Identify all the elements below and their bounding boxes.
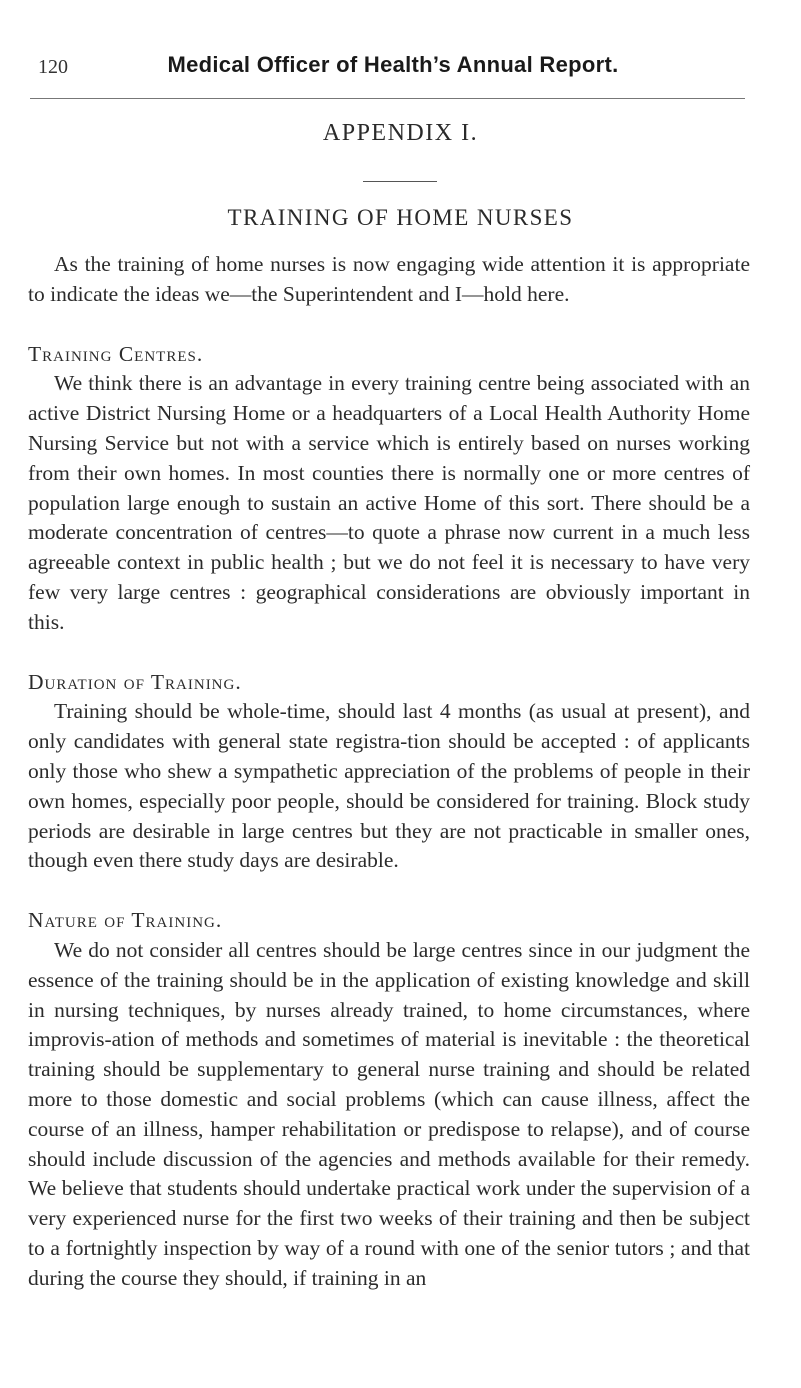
paragraph-nature-of-training: We do not consider all centres should be large centres since in our judgment the essence of the training should be in the application of existing knowledge and skill in nursing techniques, by nurses already trained, to home circumstances, where improvis-ation of methods and sometimes of material is inevitable : the theoretical training should be supplementary to general nurse training and should be related more to those domestic and social problems (which can cause illness, affect the course of an illness, hamper rehabilitation or predispose to relapse), and of course should include discussion of the agencies and methods available for their remedy. We believe that students should undertake practical work under the supervision of a very experienced nurse for the first two weeks of their training and then be subject to a fortnightly inspection by way of a round with one of the senior tutors ; and that during the course they should, if training in an — [28, 937, 750, 1290]
header-divider — [30, 98, 745, 99]
paragraph-training-centres: We think there is an advantage in every training centre being associated with an active District Nursing Home or a headquarters of a Local Health Authority Home Nursing Service but not with a service which is entirely based on nurses working from their own homes. In most counties there is normally one or more centres of population large enough to sustain an active Home of this sort. There should be a moderate concentration of centres—to quote a phrase now current in a much less agreeable context in public health ; but we do not feel it is necessary to have very few very large centres : geographical considerations are obviously important in this. — [28, 371, 750, 634]
body-text — [28, 250, 750, 1294]
intro-paragraph: As the training of home nurses is now engaging wide attention it is appropriate to indicate the ideas we—the Superintendent and I—hold here. — [28, 252, 750, 306]
title-divider — [363, 181, 437, 182]
heading-nature-of-training: Nature of Training. — [28, 908, 223, 933]
heading-training-centres: Training Centres. — [28, 341, 204, 366]
header-title: Medical Officer of Health’s Annual Report. — [167, 52, 619, 77]
running-header — [38, 52, 748, 88]
appendix-title: APPENDIX I. — [322, 120, 479, 146]
section-title: TRAINING OF HOME NURSES — [227, 205, 574, 230]
page-number: 120 — [38, 56, 68, 78]
paragraph-duration-of-training: Training should be whole-time, should last 4 months (as usual at present), and only candidates with general state registra-tion should be accepted : of applicants only those who shew a sympathetic appreciation of the problems of people in their own homes, especially poor people, should be considered for training. Block study periods are desirable in large centres but they are not practicable in smaller ones, though even there study days are desirable. — [28, 699, 750, 873]
heading-duration-of-training: Duration of Training. — [28, 669, 242, 694]
